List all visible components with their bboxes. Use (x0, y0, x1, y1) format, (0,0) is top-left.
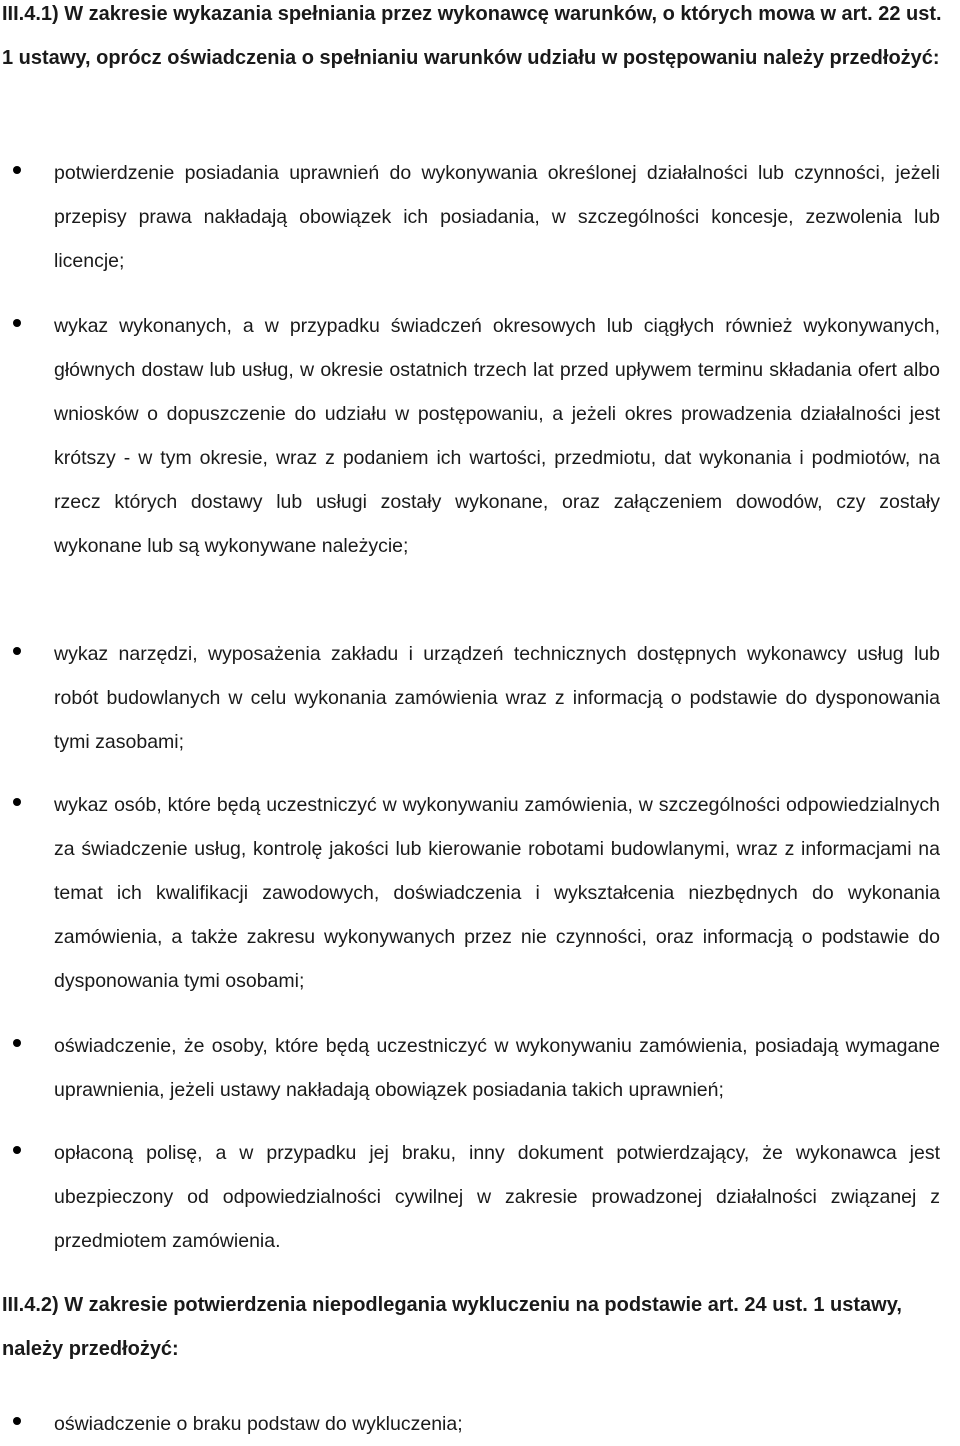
bullet-icon (13, 166, 21, 174)
list-item-text: oświadczenie o braku podstaw do wykluczenia; (54, 1413, 463, 1435)
list-item-text: potwierdzenie posiadania uprawnień do wykonywania określonej działalności lub czynności, jeżeli przepisy prawa nakładają obowiązek ich posiadania, w szczególności koncesje, zezwolenia lub licencje; (54, 162, 940, 273)
list-item-text: wykaz narzędzi, wyposażenia zakładu i urządzeń technicznych dostępnych wykonawcy usług lub robót budowlanych w celu wykonania zamówienia wraz z informacją o podstawie do dysponowania tymi zasobami; (54, 643, 940, 754)
section-heading: III.4.1) W zakresie wykazania spełniania przez wykonawcę warunków, o których mowa w art. 22 ust. 1 ustawy, oprócz oświadczenia o spełnianiu warunków udziału w postępowaniu należy przedłożyć: (2, 3, 942, 69)
bullet-icon (13, 798, 21, 806)
bullet-icon (13, 1417, 21, 1425)
bullet-icon (13, 319, 21, 327)
bullet-icon (13, 1039, 21, 1047)
list-item-text: wykaz osób, które będą uczestniczyć w wykonywaniu zamówienia, w szczególności odpowiedzialnych za świadczenie usług, kontrolę jakości lub kierowanie robotami budowlanymi, wraz z informacjami na temat ich kwalifikacji zawodowych, doświadczenia i wykształcenia niezbędnych do wykonania zamówienia, a także zakresu wykonywanych przez nie czynności, oraz informacją o podstawie do dysponowania tymi osobami; (54, 794, 940, 993)
bullet-icon (13, 1146, 21, 1154)
section-heading: III.4.2) W zakresie potwierdzenia niepodlegania wykluczeniu na podstawie art. 24 ust. 1 ustawy, należy przedłożyć: (2, 1294, 902, 1360)
bullet-icon (13, 647, 21, 655)
list-item-text: oświadczenie, że osoby, które będą uczestniczyć w wykonywaniu zamówienia, posiadają wymagane uprawnienia, jeżeli ustawy nakładają obowiązek posiadania takich uprawnień; (54, 1035, 940, 1102)
list-item-text: opłaconą polisę, a w przypadku jej braku, inny dokument potwierdzający, że wykonawca jest ubezpieczony od odpowiedzialności cywilnej w zakresie prowadzonej działalności związanej z przedmiotem zamówienia. (54, 1142, 940, 1253)
list-item-text: wykaz wykonanych, a w przypadku świadczeń okresowych lub ciągłych również wykonywanych, głównych dostaw lub usług, w okresie ostatnich trzech lat przed upływem terminu składania ofert albo wniosków o dopuszczenie do udziału w postępowaniu, a jeżeli okres prowadzenia działalności jest krótszy - w tym okresie, wraz z podaniem ich wartości, przedmiotu, dat wykonania i podmiotów, na rzecz których dostawy lub usługi zostały wykonane, oraz załączeniem dowodów, czy zostały wykonane lub są wykonywane należycie; (54, 315, 940, 558)
